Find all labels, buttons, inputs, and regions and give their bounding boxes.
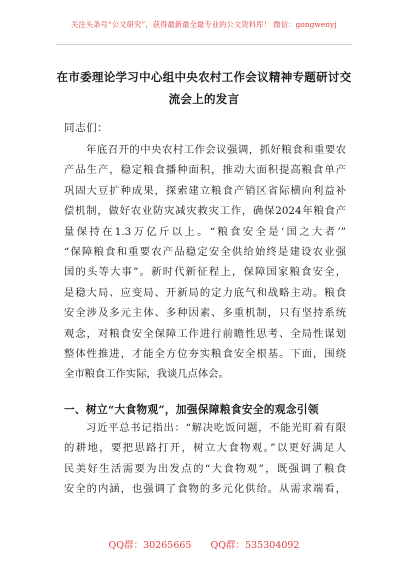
paragraph-line: 量保持在1.3万亿斤以上。“粮食安全是‘国之大者’”	[64, 225, 346, 238]
paragraph-line: 整体性推进，才能全方位夯实粮食安全根基。下面，围绕	[64, 347, 346, 360]
paragraph-line: 民美好生活需要为出发点的“大食物观”，既强调了粮食	[64, 462, 346, 475]
paragraph-line: 习近平总书记指出：“解决吃饭问题，不能光盯着有限	[86, 422, 346, 434]
qq-group-1: QQ群：30265665	[108, 540, 192, 551]
paragraph-line: 是稳大局、应变局、开新局的定力底气和战略主动。粮食	[64, 286, 346, 299]
paragraph-line: 安全涉及多元主体、多种因素、多重机制，只有坚持系统	[64, 307, 346, 320]
paragraph-line: 观念，对粮食安全保障工作进行前瞻性思考、全局性谋划	[64, 327, 346, 340]
header-banner: 关注头条号“公文研究”，获得最新最全最专业的公文资料库！ 微信：gongwenyj	[71, 20, 337, 29]
paragraph-2	[64, 418, 346, 500]
paragraph-line: 国的头等大事”。新时代新征程上，保障国家粮食安全，	[64, 266, 346, 279]
title-line-1: 在市委理论学习中心组中央农村工作会议精神专题研讨交	[56, 70, 352, 84]
title-line-2: 流会上的发言	[168, 92, 240, 106]
footer-qq-groups	[0, 537, 408, 551]
paragraph-line: 全市粮食工作实际，我谈几点体会。	[64, 368, 229, 381]
paragraph-line: 年底召开的中央农村工作会议强调，抓好粮食和重要农	[86, 144, 346, 156]
header-divider	[56, 44, 352, 45]
paragraph-line: 的耕地，要把思路打开，树立大食物观。”以更好满足人	[64, 442, 346, 455]
document-title	[50, 66, 358, 110]
section-heading-1: 一、树立“大食物观”，加强保障粮食安全的观念引领	[64, 404, 319, 416]
paragraph-line: 安全的内涵，也强调了食物的多元化供给。从需求端看，	[64, 483, 346, 496]
paragraph-line: “保障粮食和重要农产品稳定安全供给始终是建设农业强	[64, 245, 346, 258]
paragraph-line: 巩固大豆扩种成果，探索建立粮食产销区省际横向利益补	[64, 184, 346, 197]
paragraph-line: 偿机制，做好农业防灾减灾救灾工作，确保2024年粮食产	[64, 205, 346, 218]
qq-group-2: QQ群：535304092	[210, 540, 300, 551]
paragraph-1	[64, 140, 346, 385]
salutation: 同志们：	[64, 122, 109, 134]
paragraph-line: 产品生产，稳定粮食播种面积，推动大面积提高粮食单产	[64, 164, 346, 177]
